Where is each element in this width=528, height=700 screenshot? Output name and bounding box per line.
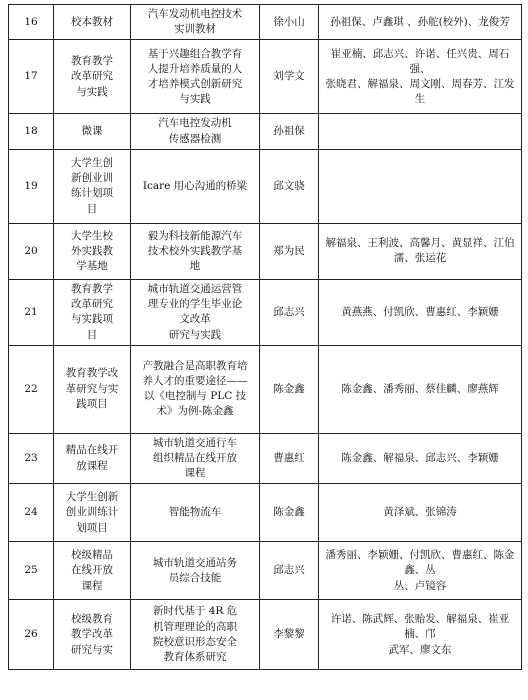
project-members (319, 5, 522, 40)
row-number: 16 (9, 5, 54, 40)
table-row (9, 542, 522, 600)
project-leader: 孙祖保 (260, 114, 319, 149)
project-type-line: 外实践教 (71, 244, 113, 257)
project-members-line: 崔亚楠、邱志兴、许诺、任兴贵、周石强、 (330, 47, 510, 75)
project-title (131, 5, 260, 40)
project-members-line: 濡、张运花 (393, 252, 447, 265)
project-type-line: 校本教材 (71, 15, 113, 28)
project-type-line: 教育教学 (71, 55, 113, 68)
row-number: 25 (9, 542, 54, 600)
project-members-line: 黄燕燕、付凯欣、曹惠红、李颖姗 (341, 305, 499, 318)
project-leader: 陈金鑫 (260, 345, 319, 433)
project-members (319, 433, 522, 484)
project-title-line: 实训教材 (174, 23, 216, 36)
project-title (131, 542, 260, 600)
project-title-line: 基于兴趣组合教学育 (147, 47, 243, 60)
project-title-line: 城市轨道交通运营管 (147, 282, 243, 295)
project-type-line: 教学改革 (71, 628, 113, 641)
project-type-line: 课程 (81, 579, 103, 592)
project-table-body (9, 5, 522, 670)
project-type-line: 在线开放 (71, 564, 113, 577)
project-title (131, 223, 260, 279)
project-title-line: 理专业的学生毕业论 (147, 298, 243, 311)
project-title-line: 产教融合是高职教育培 (142, 359, 248, 372)
project-type-line: 练计划项 (71, 187, 113, 200)
project-leader: 刘学文 (260, 40, 319, 114)
project-title-line: 以《电控制与 PLC 技 (143, 390, 247, 403)
project-leader: 李黎黎 (260, 600, 319, 670)
table-row (9, 279, 522, 345)
project-title-line: 文改革 (179, 313, 211, 326)
project-members-line: 许诺、陈武辉、张贻发、解福泉、崔亚楠、邝 (330, 613, 510, 641)
project-type-line: 放课程 (76, 459, 108, 472)
row-number: 17 (9, 40, 54, 114)
project-type-line: 学基地 (76, 259, 108, 272)
project-title-line: 研究与实践 (168, 328, 222, 341)
project-type-line: 大学生校 (71, 229, 113, 242)
project-type-line: 改革研究 (71, 298, 113, 311)
project-type (54, 223, 131, 279)
project-type (54, 279, 131, 345)
project-type (54, 5, 131, 40)
table-row (9, 40, 522, 114)
table-row (9, 345, 522, 433)
project-title (131, 433, 260, 484)
project-title-line: 智能物流车 (168, 506, 222, 519)
table-row (9, 484, 522, 542)
project-leader: 邱文骁 (260, 149, 319, 223)
project-title-line: 人提升培养质量的人 (147, 62, 243, 75)
project-title-line: 城市轨道交通行车 (153, 436, 237, 449)
project-type (54, 114, 131, 149)
table-row (9, 5, 522, 40)
project-type-line: 目 (86, 202, 98, 215)
table-row (9, 149, 522, 223)
project-type-line: 划项目 (76, 521, 108, 534)
project-members (319, 484, 522, 542)
row-number: 22 (9, 345, 54, 433)
project-title-line: 毅为科技新能源汽车 (147, 229, 243, 242)
project-members (319, 223, 522, 279)
project-members-line: 丛、卢镜容 (393, 579, 447, 592)
project-type-line: 创业训练计 (65, 506, 119, 519)
project-members (319, 114, 522, 149)
table-row (9, 433, 522, 484)
project-type-line: 践项目 (76, 397, 108, 410)
project-title (131, 345, 260, 433)
project-title-line: Icare 用心沟通的桥梁 (142, 179, 248, 192)
project-type-line: 新创业训 (71, 172, 113, 185)
project-table (8, 4, 522, 670)
project-title (131, 40, 260, 114)
project-members (319, 149, 522, 223)
row-number: 26 (9, 600, 54, 670)
project-title-line: 养人才的重要途径—— (142, 375, 248, 388)
row-number: 21 (9, 279, 54, 345)
project-title-line: 新时代基于 4R 危 (152, 605, 238, 618)
project-members-line: 陈金鑫、解福泉、邱志兴、李颖姗 (341, 451, 499, 464)
project-title-line: 传感器检测 (168, 132, 222, 145)
project-members (319, 279, 522, 345)
project-type-line: 革研究与实 (65, 382, 119, 395)
project-type-line: 教育教学改 (65, 367, 119, 380)
row-number: 20 (9, 223, 54, 279)
project-title-line: 与实践 (179, 93, 211, 106)
project-title-line: 技术校外实践教学基 (147, 244, 243, 257)
project-leader: 徐小山 (260, 5, 319, 40)
project-title-line: 汽车发动机电控技术 (147, 8, 243, 20)
project-type (54, 40, 131, 114)
project-type-line: 微课 (81, 125, 103, 138)
project-title (131, 600, 260, 670)
project-title-line: 才培养模式创新研究 (147, 77, 243, 90)
project-title-line: 城市轨道交通站务 (153, 556, 237, 569)
project-title-line: 汽车电控发动机 (158, 117, 232, 130)
project-title (131, 114, 260, 149)
project-members (319, 40, 522, 114)
project-title-line: 院校意识形态安全 (153, 635, 237, 648)
project-type (54, 345, 131, 433)
project-leader: 陈金鑫 (260, 484, 319, 542)
project-type-line: 教育教学 (71, 282, 113, 295)
project-members (319, 345, 522, 433)
project-title-line: 机管理理论的高职 (153, 620, 237, 633)
project-type (54, 484, 131, 542)
table-row (9, 114, 522, 149)
project-members-line: 武军、廖文东 (388, 643, 452, 656)
project-members-line: 陈金鑫、潘秀丽、蔡佳麟、廖燕辉 (341, 382, 499, 395)
project-leader: 邱志兴 (260, 279, 319, 345)
table-row (9, 223, 522, 279)
row-number: 24 (9, 484, 54, 542)
project-type-line: 校级教育 (71, 613, 113, 626)
project-title-line: 教育体系研究 (163, 651, 227, 664)
project-title-line: 术》为例-陈金鑫 (156, 405, 234, 418)
project-leader: 曹惠红 (260, 433, 319, 484)
project-type (54, 433, 131, 484)
project-members-line: 黄泽斌、张锦涛 (383, 506, 457, 519)
project-leader: 郑为民 (260, 223, 319, 279)
project-members-line: 潘秀丽、李颖姗、付凯欣、曹惠红、陈金鑫、丛 (325, 549, 515, 577)
project-members (319, 542, 522, 600)
project-type (54, 542, 131, 600)
project-type-line: 校级精品 (71, 549, 113, 562)
table-row (9, 600, 522, 670)
project-members-line: 孙祖保、卢鑫琪 、孙舵(校外)、龙俊芳 (330, 15, 510, 28)
project-title-line: 员综合技能 (168, 571, 222, 584)
project-title-line: 地 (189, 259, 201, 272)
project-type-line: 与实践 (76, 85, 108, 98)
project-title (131, 149, 260, 223)
project-members (319, 600, 522, 670)
project-type-line: 大学生创 (71, 156, 113, 169)
project-type-line: 精品在线开 (65, 444, 119, 457)
project-type (54, 600, 131, 670)
row-number: 18 (9, 114, 54, 149)
project-title-line: 组织精品在线开放 (153, 451, 237, 464)
row-number: 23 (9, 433, 54, 484)
project-members-line: 解福泉、王利波、高馨月、黄显祥、江伯 (325, 237, 515, 250)
project-type-line: 研究与实 (71, 643, 113, 656)
project-members-line: 张晓君、解福泉、周文刚、周春芳、江发生 (325, 77, 515, 106)
project-type-line: 大学生创新 (65, 491, 119, 504)
project-title-line: 课程 (184, 467, 206, 480)
project-type-line: 与实践项 (71, 313, 113, 326)
project-title (131, 279, 260, 345)
project-title (131, 484, 260, 542)
project-type (54, 149, 131, 223)
project-type-line: 改革研究 (71, 70, 113, 83)
row-number: 19 (9, 149, 54, 223)
project-leader: 邱志兴 (260, 542, 319, 600)
project-type-line: 目 (86, 328, 98, 341)
